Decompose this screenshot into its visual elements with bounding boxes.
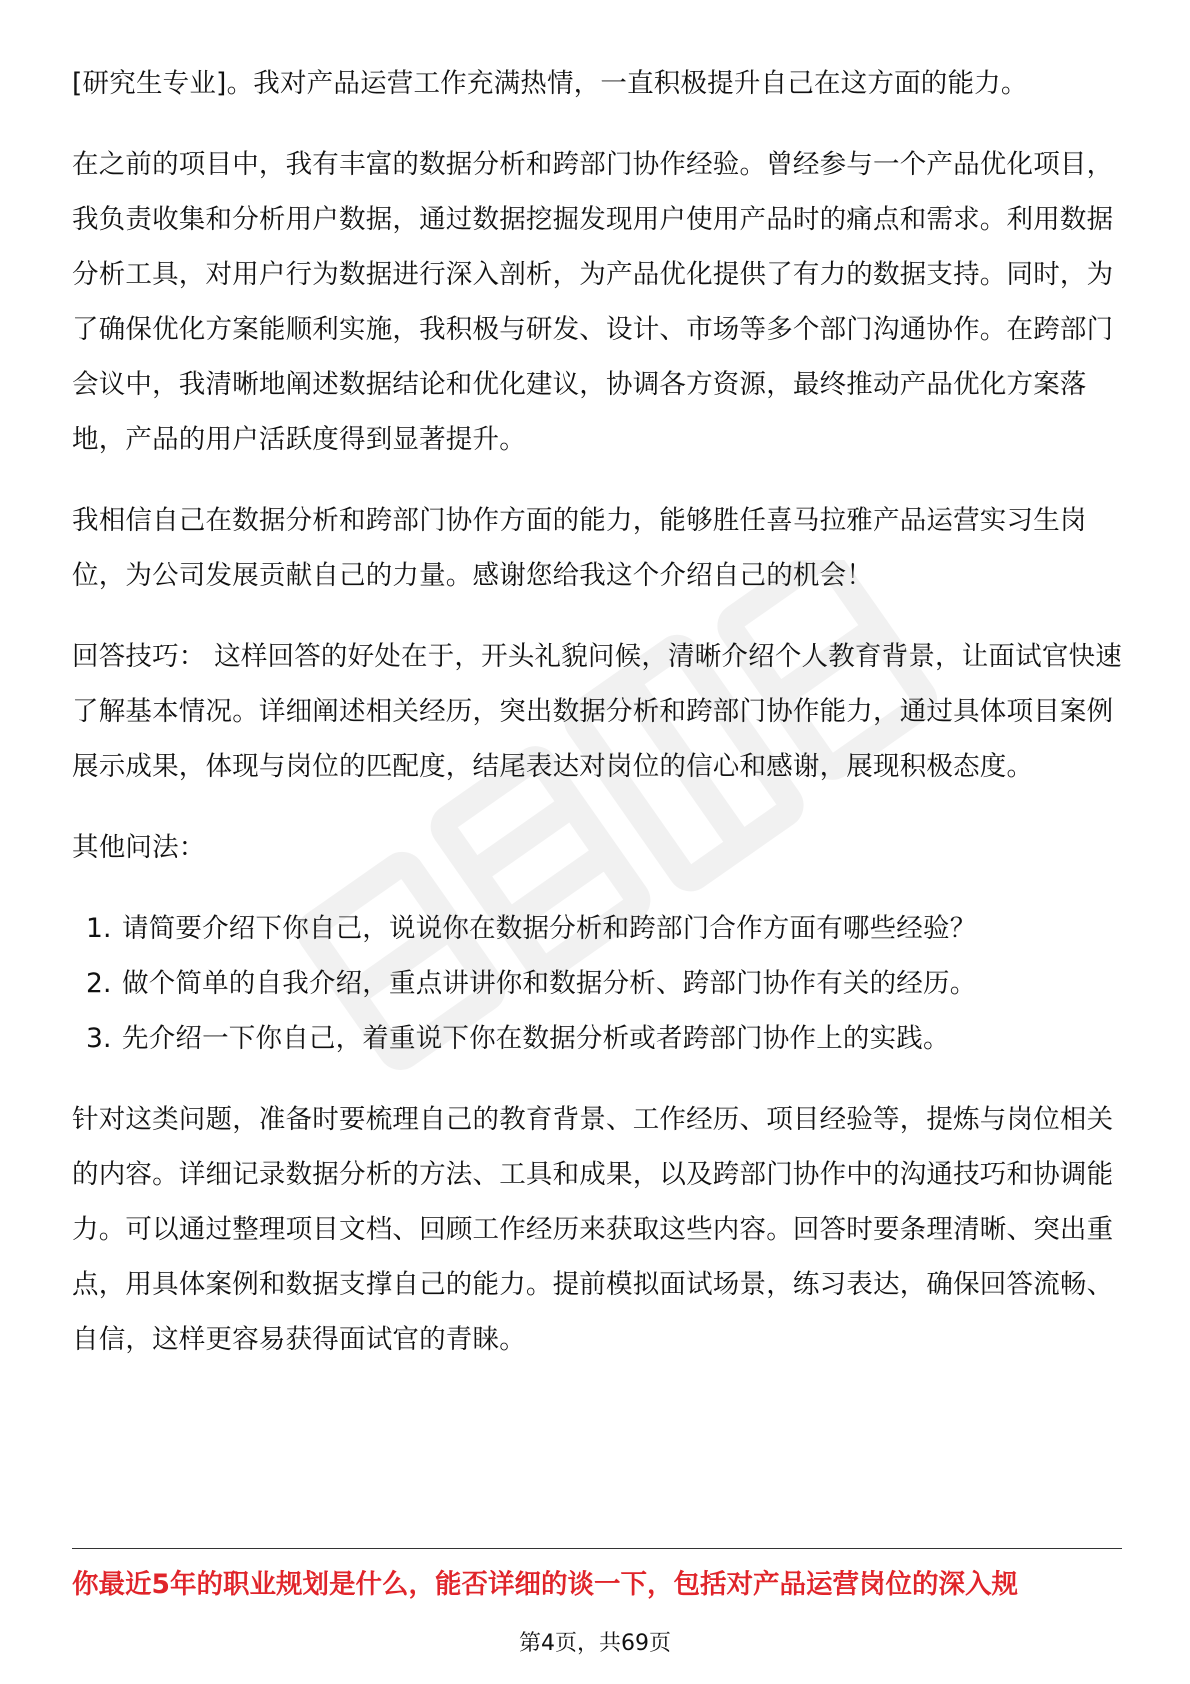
paragraph-closing: 我相信自己在数据分析和跨部门协作方面的能力，能够胜任喜马拉雅产品运营实习生岗位，为公司发展贡献自己的力量。感谢您给我这个介绍自己的机会！ — [72, 505, 1087, 591]
next-question-heading: 你最近5年的职业规划是什么，能否详细的谈一下，包括对产品运营岗位的深入规 — [72, 1569, 1018, 1600]
page-number: 第4页，共69页 — [519, 1631, 671, 1656]
list-item-number: 1. — [86, 913, 112, 944]
paragraph-experience: 在之前的项目中，我有丰富的数据分析和跨部门协作经验。曾经参与一个产品优化项目，我负责收集和分析用户数据，通过数据挖掘发现用户使用产品时的痛点和需求。利用数据分析工具，对用户行为数据进行深入剖析，为产品优化提供了有力的数据支持。同时，为了确保优化方案能顺利实施，我积极与研发、设计、市场等多个部门沟通协作。在跨部门会议中，我清晰地阐述数据结论和优化建议，协调各方资源，最终推动产品优化方案落地，产品的用户活跃度得到显著提升。 — [72, 149, 1114, 455]
alt-questions-list — [72, 901, 1122, 1066]
alt-questions-heading: 其他问法： — [72, 832, 206, 863]
paragraph-preparation-advice: 针对这类问题，准备时要梳理自己的教育背景、工作经历、项目经验等，提炼与岗位相关的内容。详细记录数据分析的方法、工具和成果，以及跨部门协作中的沟通技巧和协调能力。可以通过整理项目文档、回顾工作经历来获取这些内容。回答时要条理清晰、突出重点，用具体案例和数据支撑自己的能力。提前模拟面试场景，练习表达，确保回答流畅、自信，这样更容易获得面试官的青睐。 — [72, 1104, 1114, 1355]
list-item-text: 做个简单的自我介绍，重点讲讲你和数据分析、跨部门协作有关的经历。 — [122, 968, 977, 999]
list-item — [72, 1011, 1122, 1066]
list-item-text: 请简要介绍下你自己，说说你在数据分析和跨部门合作方面有哪些经验？ — [122, 913, 977, 944]
section-divider — [72, 1548, 1122, 1549]
paragraph-intro-end: [研究生专业]。我对产品运营工作充满热情，一直积极提升自己在这方面的能力。 — [72, 68, 1028, 99]
list-item-number: 3. — [86, 1023, 112, 1054]
article-body — [72, 56, 1122, 1393]
list-item-text: 先介绍一下你自己，着重说下你在数据分析或者跨部门协作上的实践。 — [122, 1023, 950, 1054]
paragraph-answer-tips: 回答技巧： 这样回答的好处在于，开头礼貌问候，清晰介绍个人教育背景，让面试官快速了解基本情况。详细阐述相关经历，突出数据分析和跨部门协作能力，通过具体项目案例展示成果，体现与岗位的匹配度，结尾表达对岗位的信心和感谢，展现积极态度。 — [72, 641, 1122, 782]
list-item — [72, 956, 1122, 1011]
list-item — [72, 901, 1122, 956]
list-item-number: 2. — [86, 968, 112, 999]
